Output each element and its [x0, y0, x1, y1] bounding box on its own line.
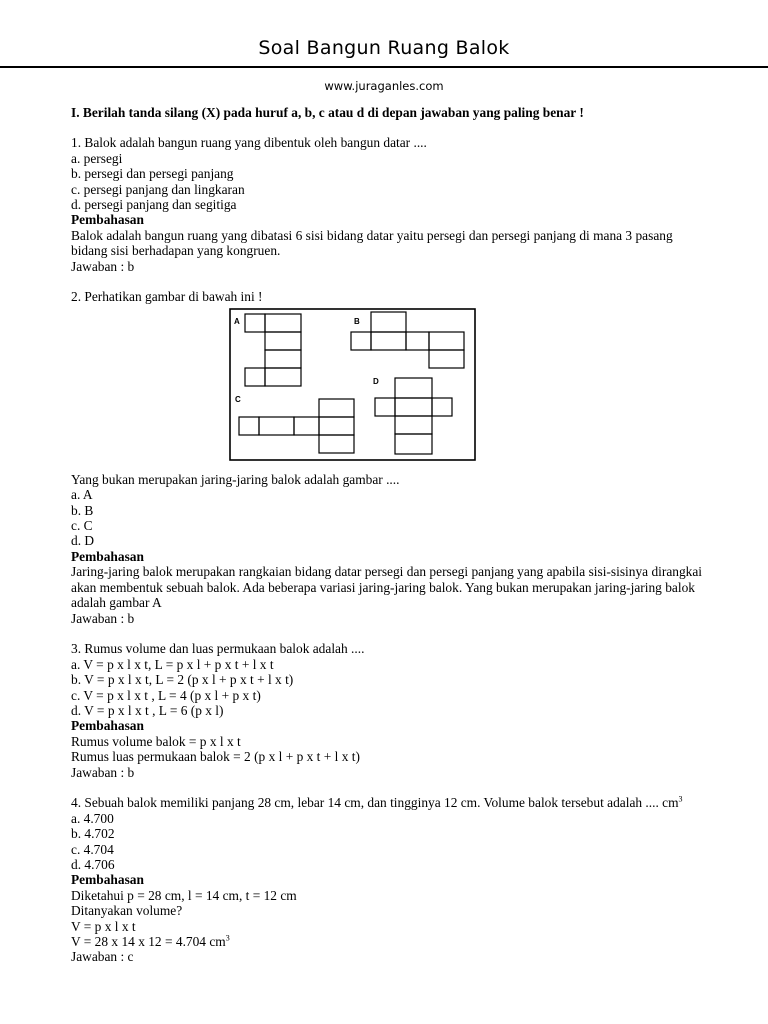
net-c: [239, 399, 354, 453]
q1-option-a: a. persegi: [71, 150, 123, 166]
net-label-b: B: [354, 316, 360, 326]
site-url[interactable]: www.juraganles.com: [324, 79, 444, 93]
page-title: Soal Bangun Ruang Balok: [258, 37, 510, 59]
q3-answer: Jawaban : b: [71, 764, 135, 780]
nets-figure: [71, 308, 711, 464]
q4-line-known: Diketahui p = 28 cm, l = 14 cm, t = 12 cm: [71, 887, 297, 903]
q4-question: 4. Sebuah balok memiliki panjang 28 cm, lebar 14 cm, dan tingginya 12 cm. Volume balok tersebut adalah .... $cm^3$: [71, 794, 683, 811]
q3-option-c: c. V = p x l x t , L = 4 (p x l + p x t): [71, 687, 261, 703]
q1-answer: Jawaban : b: [71, 258, 135, 274]
instruction: I. Berilah tanda silang (X) pada huruf a, b, c atau d di depan jawaban yang paling benar !: [71, 105, 584, 120]
q2-option-c: c. C: [71, 518, 93, 534]
net-label-d: D: [373, 376, 379, 386]
q3-option-d: d. V = p x l x t , L = 6 (p x l): [71, 702, 224, 718]
q2-discussion-label: Pembahasan: [71, 548, 144, 564]
net-label-a: A: [234, 316, 240, 326]
q2-question: 2. Perhatikan gambar di bawah ini !: [71, 289, 263, 305]
q3-line-volume: Rumus volume balok = p x l x t: [71, 733, 241, 749]
q4-discussion-label: Pembahasan: [71, 872, 144, 888]
q4-result: V = 28 x 14 x 12 = 4.704 $cm^3$: [71, 933, 230, 950]
q4-line-asked: Ditanyakan volume?: [71, 903, 183, 919]
net-d: [375, 378, 452, 454]
net-label-c: C: [235, 394, 241, 404]
q1-option-c: c. persegi panjang dan lingkaran: [71, 181, 245, 197]
header-divider: [0, 66, 768, 68]
q3-discussion-label: Pembahasan: [71, 718, 144, 734]
q4-option-d: d. 4.706: [71, 856, 115, 872]
q4-option-b: b. 4.702: [71, 826, 115, 842]
net-b: [351, 312, 464, 368]
q3-option-a: a. V = p x l x t, L = p x l + p x t + l x t: [71, 656, 274, 672]
net-a: [245, 314, 301, 386]
q4-line-formula: V = p x l x t: [71, 918, 136, 934]
q4-option-a: a. 4.700: [71, 810, 114, 826]
q2-discussion: Jaring-jaring balok merupakan rangkaian bidang datar persegi dan persegi panjang yang apabila sisi-sisinya dirangkai akan membentuk sebuah balok. Ada beberapa variasi jaring-jaring balok. Yang bukan merupakan jaring-jaring balok adalah gambar A: [71, 564, 703, 611]
q2-prompt: Yang bukan merupakan jaring-jaring balok adalah gambar ....: [71, 471, 400, 487]
nets-diagram: [229, 308, 477, 462]
q4-result-superscript: 3: [225, 933, 230, 943]
q2-option-d: d. D: [71, 533, 95, 549]
q3-line-surface: Rumus luas permukaan balok = 2 (p x l + p x t + l x t): [71, 749, 360, 765]
q2-option-a: a. A: [71, 487, 93, 503]
q2-option-b: b. B: [71, 502, 94, 518]
document-body: [71, 105, 711, 965]
q1-option-b: b. persegi dan persegi panjang: [71, 166, 234, 182]
q4-superscript: 3: [678, 794, 683, 804]
q4-option-c: c. 4.704: [71, 841, 114, 857]
q3-question: 3. Rumus volume dan luas permukaan balok adalah ....: [71, 641, 365, 657]
q1-discussion: Balok adalah bangun ruang yang dibatasi 6 sisi bidang datar yaitu persegi dan persegi panjang di mana 3 pasang bidang sisi berhadapan yang kongruen.: [71, 227, 673, 259]
q4-answer: Jawaban : c: [71, 949, 134, 965]
q3-option-b: b. V = p x l x t, L = 2 (p x l + p x t + l x t): [71, 672, 294, 688]
q2-answer: Jawaban : b: [71, 610, 135, 626]
q1-question: 1. Balok adalah bangun ruang yang dibentuk oleh bangun datar ....: [71, 135, 427, 151]
q1-discussion-label: Pembahasan: [71, 212, 144, 228]
q1-option-d: d. persegi panjang dan segitiga: [71, 197, 237, 213]
